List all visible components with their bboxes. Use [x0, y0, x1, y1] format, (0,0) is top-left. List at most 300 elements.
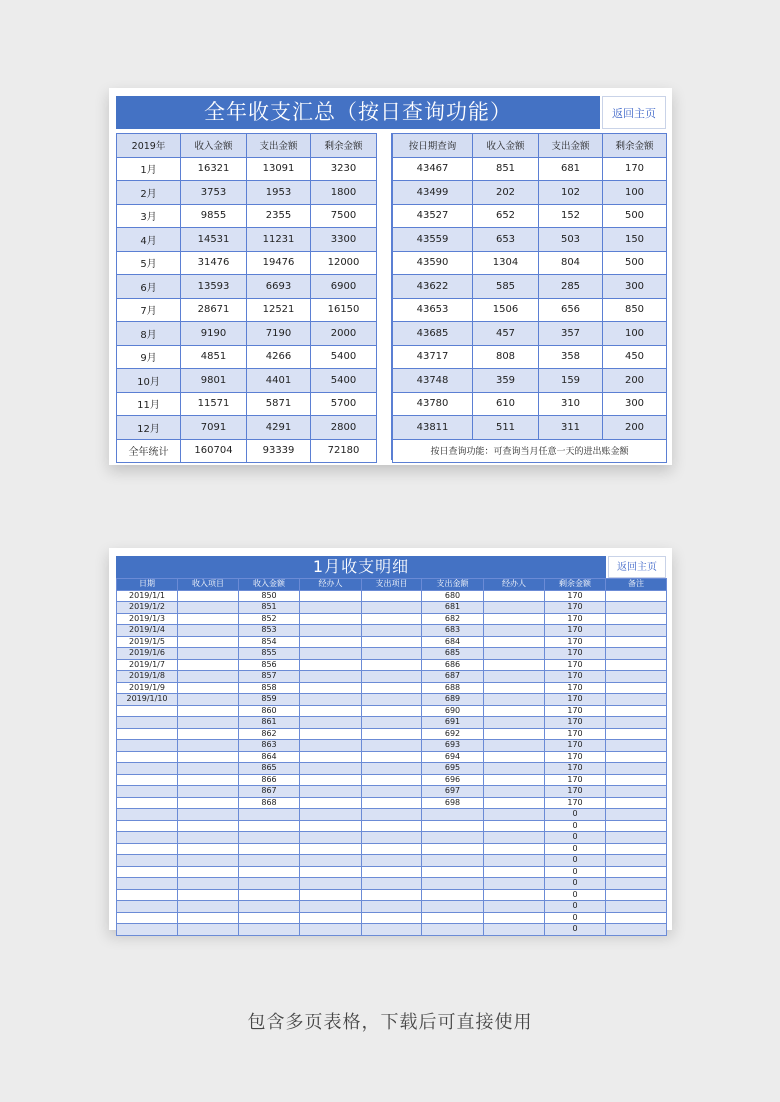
table-cell[interactable]: [606, 671, 667, 683]
table-cell[interactable]: 865: [239, 763, 300, 775]
table-cell[interactable]: 2月: [117, 181, 181, 205]
table-cell[interactable]: [300, 602, 362, 614]
table-cell[interactable]: 808: [473, 345, 539, 369]
table-cell[interactable]: [484, 832, 545, 844]
table-cell[interactable]: [362, 901, 422, 913]
table-cell[interactable]: [362, 866, 422, 878]
table-cell[interactable]: [484, 705, 545, 717]
table-cell[interactable]: [606, 797, 667, 809]
table-cell[interactable]: 3月: [117, 204, 181, 228]
table-cell[interactable]: [362, 602, 422, 614]
table-cell[interactable]: 2019/1/4: [117, 625, 178, 637]
table-cell[interactable]: [178, 648, 239, 660]
table-cell[interactable]: [117, 843, 178, 855]
table-cell[interactable]: 43653: [393, 298, 473, 322]
table-cell[interactable]: 2019/1/2: [117, 602, 178, 614]
table-cell[interactable]: [362, 855, 422, 867]
table-cell[interactable]: [239, 878, 300, 890]
table-cell[interactable]: [362, 659, 422, 671]
table-cell[interactable]: [300, 866, 362, 878]
table-cell[interactable]: [484, 625, 545, 637]
table-cell[interactable]: 696: [422, 774, 484, 786]
table-cell[interactable]: [484, 774, 545, 786]
column-header[interactable]: 剩余金额: [603, 134, 667, 158]
table-cell[interactable]: 0: [545, 855, 606, 867]
table-cell[interactable]: [606, 843, 667, 855]
table-cell[interactable]: [178, 832, 239, 844]
column-header[interactable]: 2019年: [117, 134, 181, 158]
table-cell[interactable]: [484, 763, 545, 775]
table-cell[interactable]: [362, 740, 422, 752]
table-cell[interactable]: 2019/1/3: [117, 613, 178, 625]
table-cell[interactable]: 680: [422, 590, 484, 602]
table-cell[interactable]: [300, 625, 362, 637]
table-cell[interactable]: [239, 820, 300, 832]
table-cell[interactable]: [300, 763, 362, 775]
column-header[interactable]: 支出金额: [422, 579, 484, 591]
table-cell[interactable]: [362, 648, 422, 660]
table-cell[interactable]: [484, 901, 545, 913]
table-cell[interactable]: [117, 901, 178, 913]
table-cell[interactable]: 全年统计: [117, 439, 181, 463]
table-cell[interactable]: 0: [545, 809, 606, 821]
table-cell[interactable]: [606, 855, 667, 867]
table-cell[interactable]: [178, 590, 239, 602]
table-cell[interactable]: [484, 717, 545, 729]
table-cell[interactable]: 804: [539, 251, 603, 275]
table-cell[interactable]: [422, 889, 484, 901]
table-cell[interactable]: [239, 912, 300, 924]
table-cell[interactable]: [484, 889, 545, 901]
table-cell[interactable]: [300, 671, 362, 683]
table-cell[interactable]: 311: [539, 416, 603, 440]
table-cell[interactable]: 851: [473, 157, 539, 181]
table-cell[interactable]: [117, 924, 178, 936]
table-cell[interactable]: 862: [239, 728, 300, 740]
table-cell[interactable]: 170: [545, 705, 606, 717]
table-cell[interactable]: [422, 809, 484, 821]
table-cell[interactable]: [239, 866, 300, 878]
table-cell[interactable]: 503: [539, 228, 603, 252]
table-cell[interactable]: 170: [545, 694, 606, 706]
table-cell[interactable]: [484, 740, 545, 752]
column-header[interactable]: 备注: [606, 579, 667, 591]
table-cell[interactable]: [422, 924, 484, 936]
table-cell[interactable]: [606, 648, 667, 660]
table-cell[interactable]: 0: [545, 832, 606, 844]
table-cell[interactable]: 2800: [311, 416, 377, 440]
table-cell[interactable]: [300, 751, 362, 763]
column-header[interactable]: 日期: [117, 579, 178, 591]
table-cell[interactable]: [606, 866, 667, 878]
table-cell[interactable]: [239, 889, 300, 901]
table-cell[interactable]: 285: [539, 275, 603, 299]
table-cell[interactable]: 170: [545, 774, 606, 786]
table-cell[interactable]: 43780: [393, 392, 473, 416]
table-cell[interactable]: [484, 694, 545, 706]
table-cell[interactable]: 43527: [393, 204, 473, 228]
table-cell[interactable]: [117, 740, 178, 752]
table-cell[interactable]: [362, 832, 422, 844]
table-cell[interactable]: [484, 602, 545, 614]
table-cell[interactable]: [606, 809, 667, 821]
table-cell[interactable]: 690: [422, 705, 484, 717]
table-cell[interactable]: [178, 705, 239, 717]
table-cell[interactable]: [117, 717, 178, 729]
table-cell[interactable]: [606, 751, 667, 763]
table-cell[interactable]: [606, 717, 667, 729]
table-cell[interactable]: [362, 809, 422, 821]
table-cell[interactable]: [178, 797, 239, 809]
table-cell[interactable]: [178, 728, 239, 740]
table-cell[interactable]: 693: [422, 740, 484, 752]
table-cell[interactable]: [117, 809, 178, 821]
table-cell[interactable]: 0: [545, 901, 606, 913]
table-cell[interactable]: 43467: [393, 157, 473, 181]
table-cell[interactable]: 358: [539, 345, 603, 369]
table-cell[interactable]: 856: [239, 659, 300, 671]
table-cell[interactable]: [606, 659, 667, 671]
table-cell[interactable]: [117, 797, 178, 809]
table-cell[interactable]: [300, 820, 362, 832]
table-cell[interactable]: [300, 636, 362, 648]
table-cell[interactable]: [362, 924, 422, 936]
table-cell[interactable]: [606, 832, 667, 844]
table-cell[interactable]: 43717: [393, 345, 473, 369]
table-cell[interactable]: 585: [473, 275, 539, 299]
table-cell[interactable]: 853: [239, 625, 300, 637]
table-cell[interactable]: 359: [473, 369, 539, 393]
table-cell[interactable]: 170: [545, 671, 606, 683]
table-cell[interactable]: 7500: [311, 204, 377, 228]
table-cell[interactable]: [300, 694, 362, 706]
table-cell[interactable]: 152: [539, 204, 603, 228]
table-cell[interactable]: 851: [239, 602, 300, 614]
table-cell[interactable]: 12000: [311, 251, 377, 275]
table-cell[interactable]: 0: [545, 843, 606, 855]
table-cell[interactable]: [117, 832, 178, 844]
table-cell[interactable]: [300, 809, 362, 821]
table-cell[interactable]: 5月: [117, 251, 181, 275]
table-cell[interactable]: 170: [545, 797, 606, 809]
table-cell[interactable]: [117, 820, 178, 832]
table-cell[interactable]: [606, 763, 667, 775]
table-cell[interactable]: [300, 590, 362, 602]
table-cell[interactable]: 9855: [181, 204, 247, 228]
table-cell[interactable]: 12521: [247, 298, 311, 322]
table-cell[interactable]: 11231: [247, 228, 311, 252]
table-cell[interactable]: [362, 694, 422, 706]
table-cell[interactable]: 200: [603, 416, 667, 440]
table-cell[interactable]: [422, 832, 484, 844]
table-cell[interactable]: [300, 613, 362, 625]
table-cell[interactable]: [300, 717, 362, 729]
table-cell[interactable]: 9月: [117, 345, 181, 369]
table-cell[interactable]: [362, 820, 422, 832]
table-cell[interactable]: 5700: [311, 392, 377, 416]
table-cell[interactable]: [178, 659, 239, 671]
return-home-button[interactable]: 返回主页: [602, 96, 666, 129]
table-cell[interactable]: 300: [603, 392, 667, 416]
table-cell[interactable]: 170: [545, 648, 606, 660]
table-cell[interactable]: [300, 728, 362, 740]
table-cell[interactable]: [117, 786, 178, 798]
table-cell[interactable]: [178, 763, 239, 775]
table-cell[interactable]: [239, 832, 300, 844]
table-cell[interactable]: 457: [473, 322, 539, 346]
table-cell[interactable]: [484, 924, 545, 936]
table-cell[interactable]: 9801: [181, 369, 247, 393]
table-cell[interactable]: [300, 659, 362, 671]
table-cell[interactable]: [422, 901, 484, 913]
column-header[interactable]: 收入项目: [178, 579, 239, 591]
table-cell[interactable]: 1953: [247, 181, 311, 205]
table-cell[interactable]: 16150: [311, 298, 377, 322]
table-cell[interactable]: [422, 912, 484, 924]
table-cell[interactable]: [484, 659, 545, 671]
table-cell[interactable]: [606, 740, 667, 752]
table-cell[interactable]: [178, 889, 239, 901]
table-cell[interactable]: 357: [539, 322, 603, 346]
table-cell[interactable]: [300, 912, 362, 924]
table-cell[interactable]: [117, 889, 178, 901]
table-cell[interactable]: 3753: [181, 181, 247, 205]
table-cell[interactable]: 850: [603, 298, 667, 322]
table-cell[interactable]: [484, 751, 545, 763]
table-cell[interactable]: 4月: [117, 228, 181, 252]
column-header[interactable]: 支出金额: [247, 134, 311, 158]
table-cell[interactable]: 689: [422, 694, 484, 706]
table-cell[interactable]: [300, 924, 362, 936]
table-cell[interactable]: 511: [473, 416, 539, 440]
table-cell[interactable]: 866: [239, 774, 300, 786]
table-cell[interactable]: [117, 866, 178, 878]
table-cell[interactable]: 159: [539, 369, 603, 393]
table-cell[interactable]: 685: [422, 648, 484, 660]
table-cell[interactable]: 695: [422, 763, 484, 775]
table-cell[interactable]: 6900: [311, 275, 377, 299]
table-cell[interactable]: [484, 671, 545, 683]
table-cell[interactable]: 5871: [247, 392, 311, 416]
table-cell[interactable]: 4851: [181, 345, 247, 369]
table-cell[interactable]: [606, 682, 667, 694]
table-cell[interactable]: [606, 613, 667, 625]
table-cell[interactable]: [362, 912, 422, 924]
table-cell[interactable]: [178, 855, 239, 867]
table-cell[interactable]: [606, 889, 667, 901]
table-cell[interactable]: [606, 694, 667, 706]
table-cell[interactable]: 2019/1/5: [117, 636, 178, 648]
table-cell[interactable]: 170: [545, 751, 606, 763]
table-cell[interactable]: 688: [422, 682, 484, 694]
table-cell[interactable]: 6693: [247, 275, 311, 299]
table-cell[interactable]: [362, 797, 422, 809]
table-cell[interactable]: [362, 636, 422, 648]
table-cell[interactable]: 857: [239, 671, 300, 683]
table-cell[interactable]: [300, 648, 362, 660]
table-cell[interactable]: [484, 613, 545, 625]
table-cell[interactable]: 100: [603, 322, 667, 346]
table-cell[interactable]: 43499: [393, 181, 473, 205]
table-cell[interactable]: 8月: [117, 322, 181, 346]
table-cell[interactable]: 170: [545, 728, 606, 740]
table-cell[interactable]: [362, 763, 422, 775]
table-cell[interactable]: [178, 636, 239, 648]
table-cell[interactable]: [239, 809, 300, 821]
column-header[interactable]: 剩余金额: [545, 579, 606, 591]
table-cell[interactable]: [606, 705, 667, 717]
table-cell[interactable]: [117, 878, 178, 890]
table-cell[interactable]: 860: [239, 705, 300, 717]
table-cell[interactable]: 43590: [393, 251, 473, 275]
table-cell[interactable]: [484, 682, 545, 694]
table-cell[interactable]: [484, 843, 545, 855]
table-cell[interactable]: [484, 866, 545, 878]
table-cell[interactable]: [239, 901, 300, 913]
table-cell[interactable]: 11月: [117, 392, 181, 416]
table-cell[interactable]: [300, 843, 362, 855]
table-cell[interactable]: 2019/1/7: [117, 659, 178, 671]
table-cell[interactable]: 170: [545, 740, 606, 752]
table-cell[interactable]: 2019/1/1: [117, 590, 178, 602]
table-cell[interactable]: 2019/1/8: [117, 671, 178, 683]
table-cell[interactable]: 5400: [311, 369, 377, 393]
table-cell[interactable]: 31476: [181, 251, 247, 275]
table-cell[interactable]: 11571: [181, 392, 247, 416]
table-cell[interactable]: 683: [422, 625, 484, 637]
table-cell[interactable]: [300, 740, 362, 752]
table-cell[interactable]: 0: [545, 866, 606, 878]
table-cell[interactable]: [484, 636, 545, 648]
table-cell[interactable]: 14531: [181, 228, 247, 252]
table-cell[interactable]: 697: [422, 786, 484, 798]
table-cell[interactable]: [606, 774, 667, 786]
table-cell[interactable]: [606, 602, 667, 614]
table-cell[interactable]: 43685: [393, 322, 473, 346]
table-cell[interactable]: [178, 717, 239, 729]
table-cell[interactable]: [484, 809, 545, 821]
table-cell[interactable]: 170: [545, 636, 606, 648]
table-cell[interactable]: [362, 889, 422, 901]
table-cell[interactable]: 681: [539, 157, 603, 181]
table-cell[interactable]: [362, 717, 422, 729]
table-cell[interactable]: [300, 832, 362, 844]
table-cell[interactable]: 656: [539, 298, 603, 322]
table-cell[interactable]: 6月: [117, 275, 181, 299]
table-cell[interactable]: 170: [545, 717, 606, 729]
table-cell[interactable]: 686: [422, 659, 484, 671]
table-cell[interactable]: [300, 705, 362, 717]
table-cell[interactable]: [178, 694, 239, 706]
table-cell[interactable]: [422, 866, 484, 878]
table-cell[interactable]: 684: [422, 636, 484, 648]
table-cell[interactable]: [362, 590, 422, 602]
table-cell[interactable]: 19476: [247, 251, 311, 275]
table-cell[interactable]: 1304: [473, 251, 539, 275]
table-cell[interactable]: 10月: [117, 369, 181, 393]
table-cell[interactable]: [178, 843, 239, 855]
table-cell[interactable]: [117, 763, 178, 775]
table-cell[interactable]: 652: [473, 204, 539, 228]
table-cell[interactable]: 0: [545, 889, 606, 901]
table-cell[interactable]: [300, 774, 362, 786]
table-cell[interactable]: [300, 878, 362, 890]
table-cell[interactable]: [239, 855, 300, 867]
table-cell[interactable]: 4401: [247, 369, 311, 393]
column-header[interactable]: 支出金额: [539, 134, 603, 158]
table-cell[interactable]: [178, 901, 239, 913]
table-cell[interactable]: 687: [422, 671, 484, 683]
table-cell[interactable]: [178, 866, 239, 878]
table-cell[interactable]: [178, 774, 239, 786]
table-cell[interactable]: [484, 728, 545, 740]
table-cell[interactable]: [422, 820, 484, 832]
table-cell[interactable]: 867: [239, 786, 300, 798]
table-cell[interactable]: 861: [239, 717, 300, 729]
table-cell[interactable]: [300, 797, 362, 809]
table-cell[interactable]: 102: [539, 181, 603, 205]
table-cell[interactable]: 300: [603, 275, 667, 299]
table-cell[interactable]: 43559: [393, 228, 473, 252]
table-cell[interactable]: 200: [603, 369, 667, 393]
table-cell[interactable]: [484, 878, 545, 890]
table-cell[interactable]: 3230: [311, 157, 377, 181]
table-cell[interactable]: [178, 625, 239, 637]
table-cell[interactable]: [606, 786, 667, 798]
table-cell[interactable]: [300, 855, 362, 867]
table-cell[interactable]: 653: [473, 228, 539, 252]
column-header[interactable]: 经办人: [300, 579, 362, 591]
table-cell[interactable]: 698: [422, 797, 484, 809]
column-header[interactable]: 收入金额: [181, 134, 247, 158]
table-cell[interactable]: [484, 648, 545, 660]
table-cell[interactable]: 170: [545, 763, 606, 775]
table-cell[interactable]: 170: [545, 659, 606, 671]
table-cell[interactable]: [117, 705, 178, 717]
table-cell[interactable]: 0: [545, 912, 606, 924]
table-cell[interactable]: 864: [239, 751, 300, 763]
table-cell[interactable]: [606, 912, 667, 924]
table-cell[interactable]: 93339: [247, 439, 311, 463]
table-cell[interactable]: 43622: [393, 275, 473, 299]
table-cell[interactable]: 858: [239, 682, 300, 694]
table-cell[interactable]: 850: [239, 590, 300, 602]
table-cell[interactable]: 72180: [311, 439, 377, 463]
table-cell[interactable]: [178, 751, 239, 763]
table-cell[interactable]: [300, 786, 362, 798]
table-cell[interactable]: [606, 625, 667, 637]
table-cell[interactable]: 170: [545, 625, 606, 637]
table-cell[interactable]: 43811: [393, 416, 473, 440]
table-cell[interactable]: 500: [603, 204, 667, 228]
table-cell[interactable]: 0: [545, 878, 606, 890]
table-cell[interactable]: [362, 705, 422, 717]
table-cell[interactable]: 43748: [393, 369, 473, 393]
table-cell[interactable]: 2019/1/10: [117, 694, 178, 706]
table-cell[interactable]: 2000: [311, 322, 377, 346]
table-cell[interactable]: [178, 809, 239, 821]
table-cell[interactable]: [300, 682, 362, 694]
table-cell[interactable]: 854: [239, 636, 300, 648]
table-cell[interactable]: 2019/1/6: [117, 648, 178, 660]
table-cell[interactable]: [484, 786, 545, 798]
column-header[interactable]: 支出项目: [362, 579, 422, 591]
table-cell[interactable]: 13091: [247, 157, 311, 181]
table-cell[interactable]: 170: [545, 682, 606, 694]
table-cell[interactable]: 16321: [181, 157, 247, 181]
table-cell[interactable]: [178, 671, 239, 683]
table-cell[interactable]: 852: [239, 613, 300, 625]
